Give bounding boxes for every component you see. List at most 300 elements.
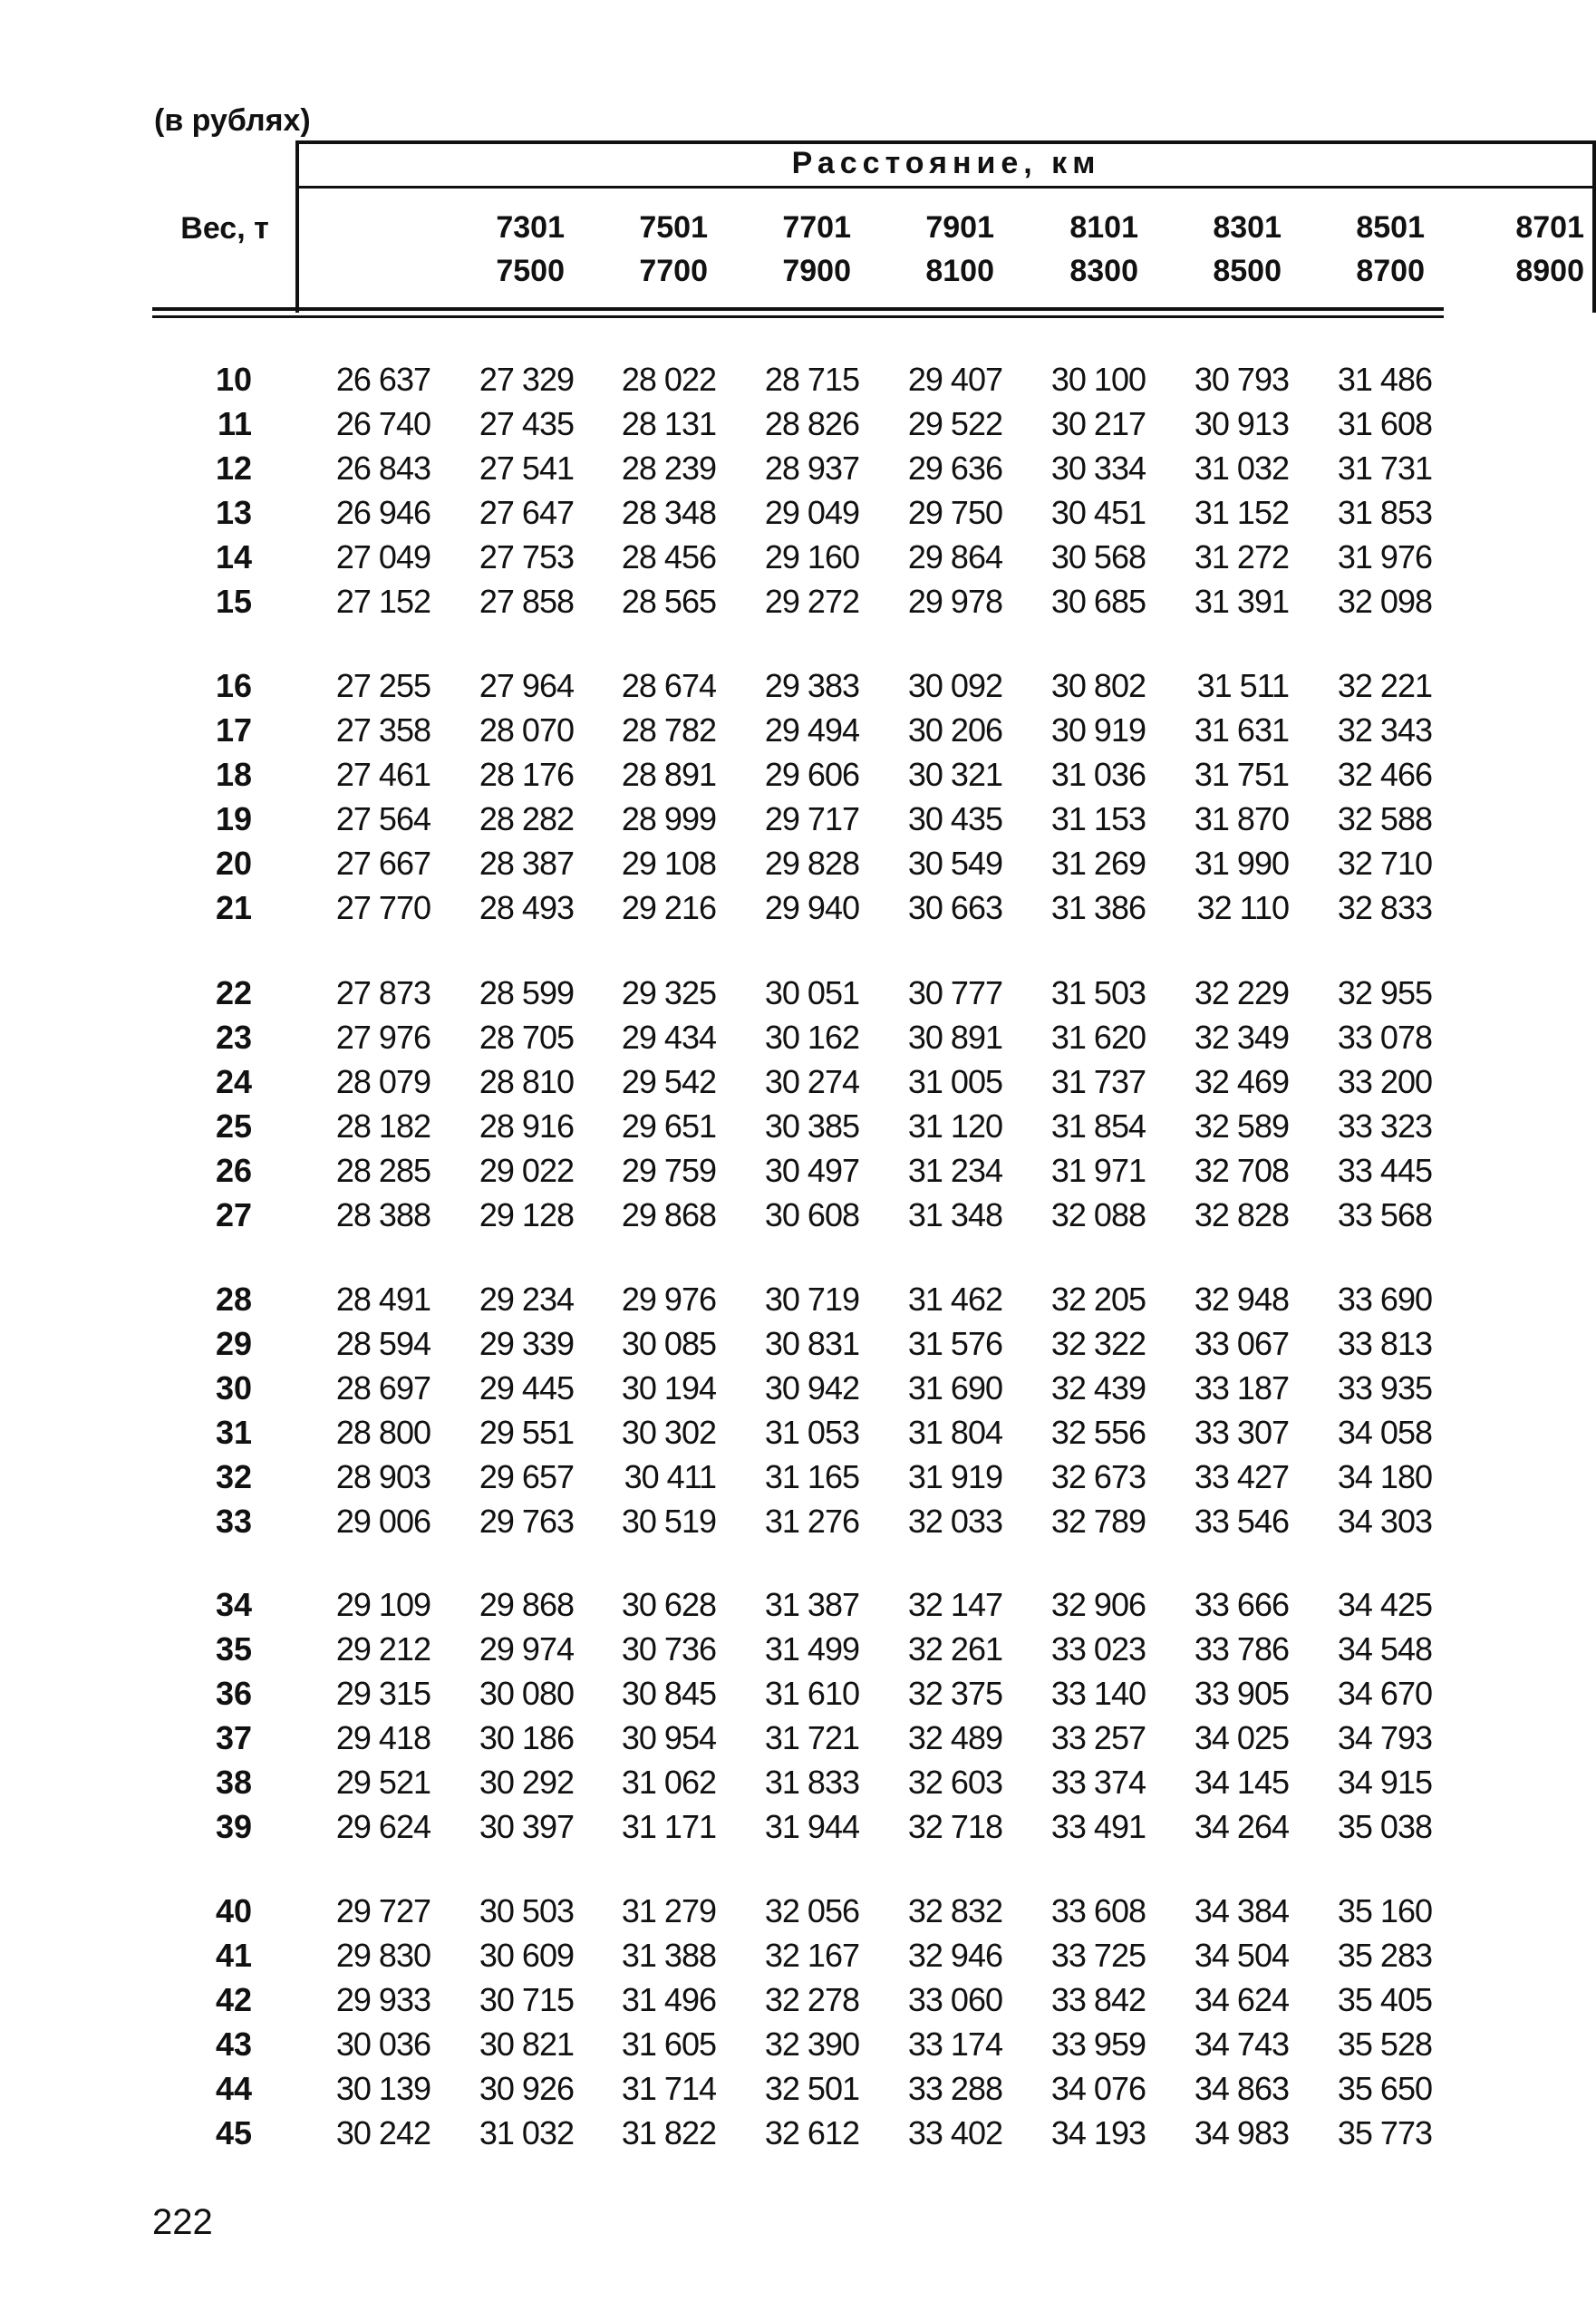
price-cell: 30 497 xyxy=(764,1152,859,1189)
table-row xyxy=(0,1805,1520,1849)
column-header xyxy=(608,206,708,293)
table-row xyxy=(0,1890,1520,1933)
price-cell: 32 349 xyxy=(1194,1019,1289,1056)
price-cell: 30 793 xyxy=(1194,361,1289,398)
price-cell: 33 608 xyxy=(1050,1892,1146,1929)
price-cell: 31 499 xyxy=(764,1630,859,1668)
price-cell: 30 292 xyxy=(479,1764,574,1801)
weight-cell: 45 xyxy=(215,2114,252,2151)
price-cell: 31 503 xyxy=(1050,974,1146,1011)
price-cell: 31 036 xyxy=(1050,756,1146,793)
table-row xyxy=(0,1149,1520,1193)
price-cell: 27 667 xyxy=(335,845,430,882)
price-cell: 30 568 xyxy=(1050,538,1146,575)
price-cell: 29 108 xyxy=(621,845,716,882)
price-cell: 31 731 xyxy=(1337,450,1432,487)
price-cell: 33 200 xyxy=(1337,1063,1432,1100)
distance-title: Расстояние, км xyxy=(791,146,1101,180)
table-row xyxy=(0,1978,1520,2022)
price-cell: 31 032 xyxy=(1194,450,1289,487)
price-cell: 30 609 xyxy=(479,1937,574,1974)
price-cell: 29 759 xyxy=(621,1152,716,1189)
price-cell: 31 737 xyxy=(1050,1063,1146,1100)
table-row xyxy=(0,709,1520,752)
price-cell: 30 954 xyxy=(621,1719,716,1756)
column-header xyxy=(1325,206,1425,293)
price-cell: 28 493 xyxy=(479,889,574,926)
price-cell: 32 612 xyxy=(764,2114,859,2151)
price-cell: 30 919 xyxy=(1050,711,1146,749)
price-cell: 32 588 xyxy=(1337,800,1432,837)
price-cell: 31 690 xyxy=(907,1369,1002,1407)
price-cell: 34 384 xyxy=(1194,1892,1289,1929)
price-cell: 33 725 xyxy=(1050,1937,1146,1974)
price-cell: 31 990 xyxy=(1194,845,1289,882)
price-cell: 31 608 xyxy=(1337,405,1432,442)
weight-cell: 34 xyxy=(215,1586,252,1623)
weight-cell: 38 xyxy=(215,1764,252,1801)
price-cell: 27 873 xyxy=(335,974,430,1011)
price-cell: 32 088 xyxy=(1050,1196,1146,1233)
price-cell: 28 491 xyxy=(335,1281,430,1318)
price-cell: 31 721 xyxy=(764,1719,859,1756)
price-cell: 35 283 xyxy=(1337,1937,1432,1974)
price-cell: 31 153 xyxy=(1050,800,1146,837)
price-cell: 31 853 xyxy=(1337,494,1432,531)
price-cell: 32 946 xyxy=(907,1937,1002,1974)
table-row xyxy=(0,358,1520,401)
price-cell: 29 763 xyxy=(479,1503,574,1540)
price-cell: 33 307 xyxy=(1194,1414,1289,1451)
price-cell: 28 674 xyxy=(621,667,716,704)
price-cell: 28 715 xyxy=(764,361,859,398)
price-cell: 32 147 xyxy=(907,1586,1002,1623)
table-row xyxy=(0,2023,1520,2066)
table-row xyxy=(0,1934,1520,1977)
price-cell: 28 285 xyxy=(335,1152,430,1189)
price-cell: 32 708 xyxy=(1194,1152,1289,1189)
price-cell: 29 978 xyxy=(907,583,1002,620)
price-cell: 29 974 xyxy=(479,1630,574,1668)
price-cell: 32 205 xyxy=(1050,1281,1146,1318)
column-range-to: 8700 xyxy=(1356,254,1425,288)
price-cell: 30 206 xyxy=(907,711,1002,749)
weight-cell: 16 xyxy=(215,667,252,704)
price-cell: 33 905 xyxy=(1194,1675,1289,1712)
price-cell: 31 462 xyxy=(907,1281,1002,1318)
price-cell: 28 565 xyxy=(621,583,716,620)
price-cell: 30 302 xyxy=(621,1414,716,1451)
price-cell: 30 685 xyxy=(1050,583,1146,620)
price-cell: 27 647 xyxy=(479,494,574,531)
price-cell: 31 272 xyxy=(1194,538,1289,575)
price-cell: 31 976 xyxy=(1337,538,1432,575)
price-cell: 31 919 xyxy=(907,1458,1002,1495)
price-cell: 32 955 xyxy=(1337,974,1432,1011)
price-cell: 29 750 xyxy=(907,494,1002,531)
price-cell: 29 445 xyxy=(479,1369,574,1407)
table-row xyxy=(0,1194,1520,1237)
price-cell: 30 503 xyxy=(479,1892,574,1929)
price-cell: 30 608 xyxy=(764,1196,859,1233)
column-range-from: 7901 xyxy=(925,210,994,245)
column-header xyxy=(1182,206,1282,293)
price-cell: 27 255 xyxy=(335,667,430,704)
price-cell: 34 076 xyxy=(1050,2070,1146,2107)
price-cell: 30 715 xyxy=(479,1981,574,2018)
price-cell: 29 657 xyxy=(479,1458,574,1495)
price-cell: 31 269 xyxy=(1050,845,1146,882)
price-cell: 28 079 xyxy=(335,1063,430,1100)
price-cell: 29 727 xyxy=(335,1892,430,1929)
price-cell: 32 906 xyxy=(1050,1586,1146,1623)
column-header xyxy=(1039,206,1138,293)
table-row xyxy=(0,798,1520,841)
price-cell: 31 610 xyxy=(764,1675,859,1712)
price-cell: 32 390 xyxy=(764,2025,859,2063)
price-cell: 29 636 xyxy=(907,450,1002,487)
price-cell: 30 942 xyxy=(764,1369,859,1407)
price-cell: 32 828 xyxy=(1194,1196,1289,1233)
price-cell: 31 854 xyxy=(1050,1107,1146,1145)
price-cell: 30 186 xyxy=(479,1719,574,1756)
price-cell: 33 427 xyxy=(1194,1458,1289,1495)
weight-cell: 42 xyxy=(215,1981,252,2018)
weight-cell: 24 xyxy=(215,1063,252,1100)
price-cell: 28 903 xyxy=(335,1458,430,1495)
price-cell: 31 576 xyxy=(907,1325,1002,1362)
price-cell: 30 334 xyxy=(1050,450,1146,487)
price-cell: 31 388 xyxy=(621,1937,716,1974)
column-range-to: 7500 xyxy=(496,254,565,288)
price-cell: 30 802 xyxy=(1050,667,1146,704)
price-cell: 31 631 xyxy=(1194,711,1289,749)
price-cell: 29 006 xyxy=(335,1503,430,1540)
price-cell: 34 504 xyxy=(1194,1937,1289,1974)
price-cell: 28 826 xyxy=(764,405,859,442)
price-cell: 32 343 xyxy=(1337,711,1432,749)
price-cell: 33 187 xyxy=(1194,1369,1289,1407)
price-cell: 32 589 xyxy=(1194,1107,1289,1145)
column-range-from: 7301 xyxy=(496,210,565,245)
price-cell: 28 937 xyxy=(764,450,859,487)
price-cell: 32 439 xyxy=(1050,1369,1146,1407)
table-row xyxy=(0,2112,1520,2155)
price-cell: 33 491 xyxy=(1050,1808,1146,1845)
weight-cell: 28 xyxy=(215,1281,252,1318)
price-cell: 31 944 xyxy=(764,1808,859,1845)
weight-cell: 29 xyxy=(215,1325,252,1362)
price-cell: 32 098 xyxy=(1337,583,1432,620)
price-cell: 26 637 xyxy=(335,361,430,398)
price-cell: 30 913 xyxy=(1194,405,1289,442)
price-cell: 34 425 xyxy=(1337,1586,1432,1623)
price-cell: 32 033 xyxy=(907,1503,1002,1540)
price-cell: 33 288 xyxy=(907,2070,1002,2107)
price-cell: 29 212 xyxy=(335,1630,430,1668)
price-cell: 26 946 xyxy=(335,494,430,531)
price-cell: 31 751 xyxy=(1194,756,1289,793)
price-cell: 33 445 xyxy=(1337,1152,1432,1189)
weight-cell: 11 xyxy=(217,405,252,442)
price-cell: 28 594 xyxy=(335,1325,430,1362)
weight-cell: 33 xyxy=(215,1503,252,1540)
column-range-to: 8100 xyxy=(925,254,994,288)
weight-cell: 10 xyxy=(215,361,252,398)
price-cell: 27 753 xyxy=(479,538,574,575)
price-cell: 35 528 xyxy=(1337,2025,1432,2063)
table-row xyxy=(0,1411,1520,1455)
weight-cell: 41 xyxy=(215,1937,252,1974)
price-cell: 30 080 xyxy=(479,1675,574,1712)
price-cell: 32 056 xyxy=(764,1892,859,1929)
table-row xyxy=(0,580,1520,624)
table-row xyxy=(0,886,1520,930)
price-cell: 29 272 xyxy=(764,583,859,620)
price-cell: 33 935 xyxy=(1337,1369,1432,1407)
price-cell: 29 864 xyxy=(907,538,1002,575)
price-cell: 27 358 xyxy=(335,711,430,749)
price-cell: 34 548 xyxy=(1337,1630,1432,1668)
price-cell: 31 152 xyxy=(1194,494,1289,531)
table-row xyxy=(0,1583,1520,1627)
price-cell: 28 916 xyxy=(479,1107,574,1145)
price-cell: 29 830 xyxy=(335,1937,430,1974)
price-cell: 28 070 xyxy=(479,711,574,749)
price-cell: 30 036 xyxy=(335,2025,430,2063)
column-range-from: 8501 xyxy=(1356,210,1425,245)
price-cell: 31 387 xyxy=(764,1586,859,1623)
price-cell: 32 261 xyxy=(907,1630,1002,1668)
price-cell: 30 549 xyxy=(907,845,1002,882)
price-cell: 33 323 xyxy=(1337,1107,1432,1145)
table-row xyxy=(0,1716,1520,1760)
column-range-from: 8701 xyxy=(1515,210,1584,245)
price-cell: 33 374 xyxy=(1050,1764,1146,1801)
column-range-from: 8101 xyxy=(1069,210,1138,245)
price-cell: 30 719 xyxy=(764,1281,859,1318)
price-cell: 33 786 xyxy=(1194,1630,1289,1668)
price-cell: 33 959 xyxy=(1050,2025,1146,2063)
price-cell: 35 160 xyxy=(1337,1892,1432,1929)
price-cell: 34 025 xyxy=(1194,1719,1289,1756)
price-cell: 32 375 xyxy=(907,1675,1002,1712)
price-cell: 34 863 xyxy=(1194,2070,1289,2107)
column-range-to: 8300 xyxy=(1069,254,1138,288)
price-cell: 30 242 xyxy=(335,2114,430,2151)
price-cell: 35 038 xyxy=(1337,1808,1432,1845)
price-cell: 30 845 xyxy=(621,1675,716,1712)
price-cell: 30 411 xyxy=(624,1458,716,1495)
price-cell: 29 551 xyxy=(479,1414,574,1451)
price-cell: 29 383 xyxy=(764,667,859,704)
column-range-to: 8500 xyxy=(1213,254,1282,288)
price-cell: 29 624 xyxy=(335,1808,430,1845)
price-cell: 35 773 xyxy=(1337,2114,1432,2151)
price-cell: 33 023 xyxy=(1050,1630,1146,1668)
table-row xyxy=(0,1628,1520,1671)
price-cell: 32 469 xyxy=(1194,1063,1289,1100)
weight-cell: 43 xyxy=(215,2025,252,2063)
price-cell: 28 388 xyxy=(335,1196,430,1233)
column-range-to: 7900 xyxy=(782,254,851,288)
price-cell: 32 718 xyxy=(907,1808,1002,1845)
price-cell: 29 339 xyxy=(479,1325,574,1362)
price-cell: 35 650 xyxy=(1337,2070,1432,2107)
weight-cell: 14 xyxy=(215,538,252,575)
weight-cell: 23 xyxy=(215,1019,252,1056)
price-cell: 32 278 xyxy=(764,1981,859,2018)
price-cell: 29 717 xyxy=(764,800,859,837)
weight-cell: 26 xyxy=(215,1152,252,1189)
price-cell: 31 120 xyxy=(907,1107,1002,1145)
price-cell: 31 822 xyxy=(621,2114,716,2151)
column-header xyxy=(751,206,851,293)
price-cell: 28 800 xyxy=(335,1414,430,1451)
weight-cell: 30 xyxy=(215,1369,252,1407)
column-range-from: 7501 xyxy=(639,210,708,245)
table-row xyxy=(0,1367,1520,1410)
price-cell: 31 234 xyxy=(907,1152,1002,1189)
price-cell: 34 193 xyxy=(1050,2114,1146,2151)
price-cell: 31 870 xyxy=(1194,800,1289,837)
price-cell: 28 705 xyxy=(479,1019,574,1056)
price-cell: 29 940 xyxy=(764,889,859,926)
price-cell: 33 690 xyxy=(1337,1281,1432,1318)
price-cell: 31 053 xyxy=(764,1414,859,1451)
price-cell: 32 948 xyxy=(1194,1281,1289,1318)
price-cell: 29 418 xyxy=(335,1719,430,1756)
weight-cell: 44 xyxy=(215,2070,252,2107)
price-cell: 28 999 xyxy=(621,800,716,837)
price-cell: 27 858 xyxy=(479,583,574,620)
price-cell: 30 100 xyxy=(1050,361,1146,398)
table-row xyxy=(0,1060,1520,1104)
weight-cell: 37 xyxy=(215,1719,252,1756)
table-row xyxy=(0,402,1520,446)
price-cell: 31 279 xyxy=(621,1892,716,1929)
price-cell: 33 568 xyxy=(1337,1196,1432,1233)
price-cell: 27 435 xyxy=(479,405,574,442)
header-rule-double xyxy=(152,315,1444,318)
price-cell: 34 743 xyxy=(1194,2025,1289,2063)
weight-cell: 20 xyxy=(215,845,252,882)
price-cell: 28 782 xyxy=(621,711,716,749)
table-row xyxy=(0,491,1520,535)
price-cell: 30 821 xyxy=(479,2025,574,2063)
price-cell: 30 162 xyxy=(764,1019,859,1056)
table-row xyxy=(0,2067,1520,2111)
price-cell: 34 264 xyxy=(1194,1808,1289,1845)
weight-cell: 27 xyxy=(215,1196,252,1233)
price-cell: 26 843 xyxy=(335,450,430,487)
column-range-to: 8900 xyxy=(1515,254,1584,288)
price-cell: 32 833 xyxy=(1337,889,1432,926)
price-cell: 33 078 xyxy=(1337,1019,1432,1056)
price-cell: 30 891 xyxy=(907,1019,1002,1056)
weight-cell: 25 xyxy=(215,1107,252,1145)
price-cell: 34 670 xyxy=(1337,1675,1432,1712)
column-header xyxy=(1485,206,1584,293)
table-header xyxy=(152,140,1584,313)
price-cell: 28 176 xyxy=(479,756,574,793)
price-cell: 34 058 xyxy=(1337,1414,1432,1451)
price-cell: 31 486 xyxy=(1337,361,1432,398)
page-number: 222 xyxy=(152,2202,213,2242)
weight-cell: 32 xyxy=(215,1458,252,1495)
table-row xyxy=(0,1500,1520,1543)
price-cell: 33 060 xyxy=(907,1981,1002,2018)
price-cell: 31 511 xyxy=(1196,667,1289,704)
column-header xyxy=(465,206,565,293)
price-cell: 33 174 xyxy=(907,2025,1002,2063)
table-row xyxy=(0,972,1520,1015)
price-cell: 28 022 xyxy=(621,361,716,398)
header-divider xyxy=(295,186,1595,189)
price-cell: 33 813 xyxy=(1337,1325,1432,1362)
price-cell: 32 603 xyxy=(907,1764,1002,1801)
price-cell: 27 564 xyxy=(335,800,430,837)
price-cell: 26 740 xyxy=(335,405,430,442)
price-cell: 30 321 xyxy=(907,756,1002,793)
price-cell: 29 606 xyxy=(764,756,859,793)
price-cell: 32 501 xyxy=(764,2070,859,2107)
price-cell: 30 736 xyxy=(621,1630,716,1668)
price-cell: 33 666 xyxy=(1194,1586,1289,1623)
price-cell: 28 810 xyxy=(479,1063,574,1100)
weight-title: Вес, т xyxy=(180,211,269,246)
table-row xyxy=(0,664,1520,708)
price-cell: 28 239 xyxy=(621,450,716,487)
price-cell: 32 789 xyxy=(1050,1503,1146,1540)
price-cell: 29 494 xyxy=(764,711,859,749)
price-cell: 30 831 xyxy=(764,1325,859,1362)
price-cell: 31 620 xyxy=(1050,1019,1146,1056)
price-cell: 31 496 xyxy=(621,1981,716,2018)
price-cell: 32 322 xyxy=(1050,1325,1146,1362)
price-cell: 33 842 xyxy=(1050,1981,1146,2018)
price-cell: 29 234 xyxy=(479,1281,574,1318)
weight-cell: 39 xyxy=(215,1808,252,1845)
price-cell: 27 152 xyxy=(335,583,430,620)
price-cell: 28 387 xyxy=(479,845,574,882)
price-cell: 29 522 xyxy=(907,405,1002,442)
price-cell: 29 315 xyxy=(335,1675,430,1712)
price-cell: 27 461 xyxy=(335,756,430,793)
price-cell: 32 466 xyxy=(1337,756,1432,793)
weight-cell: 19 xyxy=(215,800,252,837)
price-cell: 29 521 xyxy=(335,1764,430,1801)
price-cell: 30 085 xyxy=(621,1325,716,1362)
column-range-from: 8301 xyxy=(1213,210,1282,245)
table-row xyxy=(0,1322,1520,1366)
column-range-to: 7700 xyxy=(639,254,708,288)
price-cell: 28 282 xyxy=(479,800,574,837)
weight-cell: 12 xyxy=(215,450,252,487)
weight-cell: 22 xyxy=(215,974,252,1011)
price-cell: 29 828 xyxy=(764,845,859,882)
table-row xyxy=(0,1105,1520,1148)
price-cell: 31 171 xyxy=(621,1808,716,1845)
weight-cell: 35 xyxy=(215,1630,252,1668)
price-cell: 31 348 xyxy=(907,1196,1002,1233)
price-cell: 35 405 xyxy=(1337,1981,1432,2018)
price-cell: 30 628 xyxy=(621,1586,716,1623)
price-cell: 30 397 xyxy=(479,1808,574,1845)
price-cell: 32 221 xyxy=(1337,667,1432,704)
price-cell: 28 182 xyxy=(335,1107,430,1145)
price-cell: 33 546 xyxy=(1194,1503,1289,1540)
